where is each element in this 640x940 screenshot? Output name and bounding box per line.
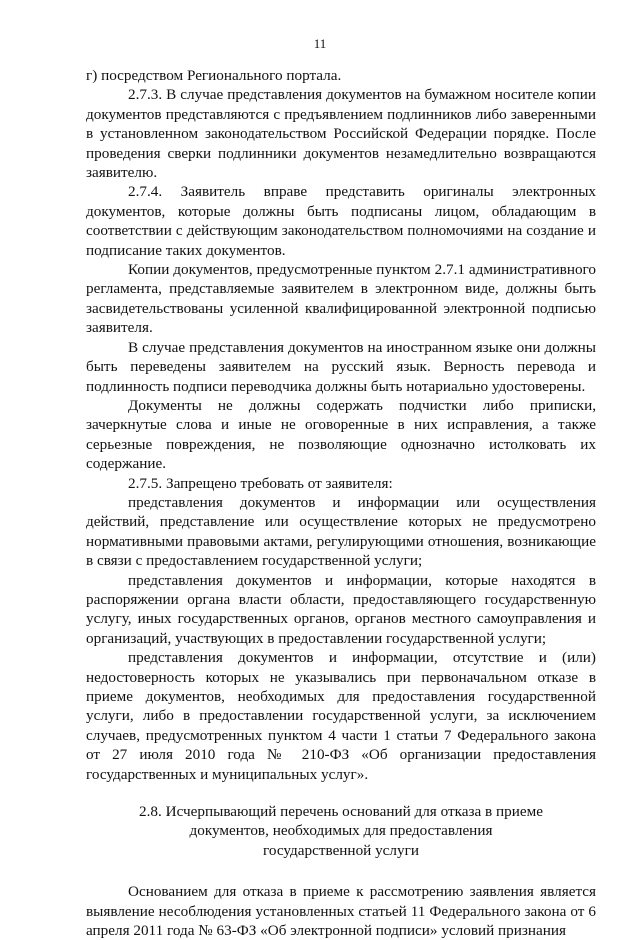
paragraph-foreign-language: В случае представления документов на иностранном языке они должны быть переведены заявителем на русский язык. Верность перевода и подлинность подписи переводчика должны быть нотариально удостоверены. <box>86 338 596 395</box>
paragraph-2-7-3: 2.7.3. В случае представления документов на бумажном носителе копии документов представляются с предъявлением подлинников либо заверенными в установленном законодательством Российской Федерации порядке. После проведения сверки подлинники документов незамедлительно возвращаются заявителю. <box>86 86 596 182</box>
document-body <box>86 66 596 940</box>
paragraph-2-7-5: 2.7.5. Запрещено требовать от заявителя: <box>128 474 393 492</box>
heading-line: документов, необходимых для предоставления <box>189 822 493 840</box>
heading-line: государственной услуги <box>263 841 419 859</box>
heading-line: 2.8. Исчерпывающий перечень оснований для отказа в приеме <box>139 803 543 821</box>
paragraph-refusal-grounds: Основанием для отказа в приеме к рассмотрению заявления является выявление несоблюдения установленных статьей 11 Федерального закона от 6 апреля 2011 года № 63-ФЗ «Об электронной подписи» условий признания <box>86 883 596 940</box>
paragraph-prohibition-3: представления документов и информации, отсутствие и (или) недостоверность которых не указывались при первоначальном отказе в приеме документов, необходимых для предоставления государственной услуги, либо в предоставлении государственной услуги, за исключением случаев, предусмотренных пунктом 4 части 1 статьи 7 Федерального закона от 27 июля 2010 года № 210-ФЗ «Об организации предоставления государственных и муниципальных услуг». <box>86 649 596 783</box>
paragraph-2-7-4: 2.7.4. Заявитель вправе представить оригиналы электронных документов, которые должны быть подписаны лицом, обладающим в соответствии с действующим законодательством полномочиями на создание и подписание таких документов. <box>86 183 596 259</box>
page-number: 11 <box>313 36 327 51</box>
section-heading-2-8 <box>86 802 596 860</box>
paragraph-no-corrections: Документы не должны содержать подчистки либо приписки, зачеркнутые слова и иные не оговоренные в них исправления, а также серьезные повреждения, не позволяющие однозначно истолковать их содержание. <box>86 396 596 473</box>
paragraph-prohibition-2: представления документов и информации, которые находятся в распоряжении органа власти области, предоставляющего государственную услугу, иных государственных органов, органов местного самоуправления и организаций, участвующих в предоставлении государственной услуги; <box>86 571 596 647</box>
paragraph-prohibition-1: представления документов и информации или осуществления действий, представление или осуществление которых не предусмотрено нормативными правовыми актами, регулирующими отношения, возникающие в связи с предоставлением государственной услуги; <box>86 493 596 570</box>
paragraph-regional-portal: г) посредством Регионального портала. <box>86 67 342 84</box>
paragraph-copies: Копии документов, предусмотренные пунктом 2.7.1 административного регламента, представляемые заявителем в электронном виде, должны быть засвидетельствованы усиленной квалифицированной электронной подписью заявителя. <box>86 261 596 337</box>
